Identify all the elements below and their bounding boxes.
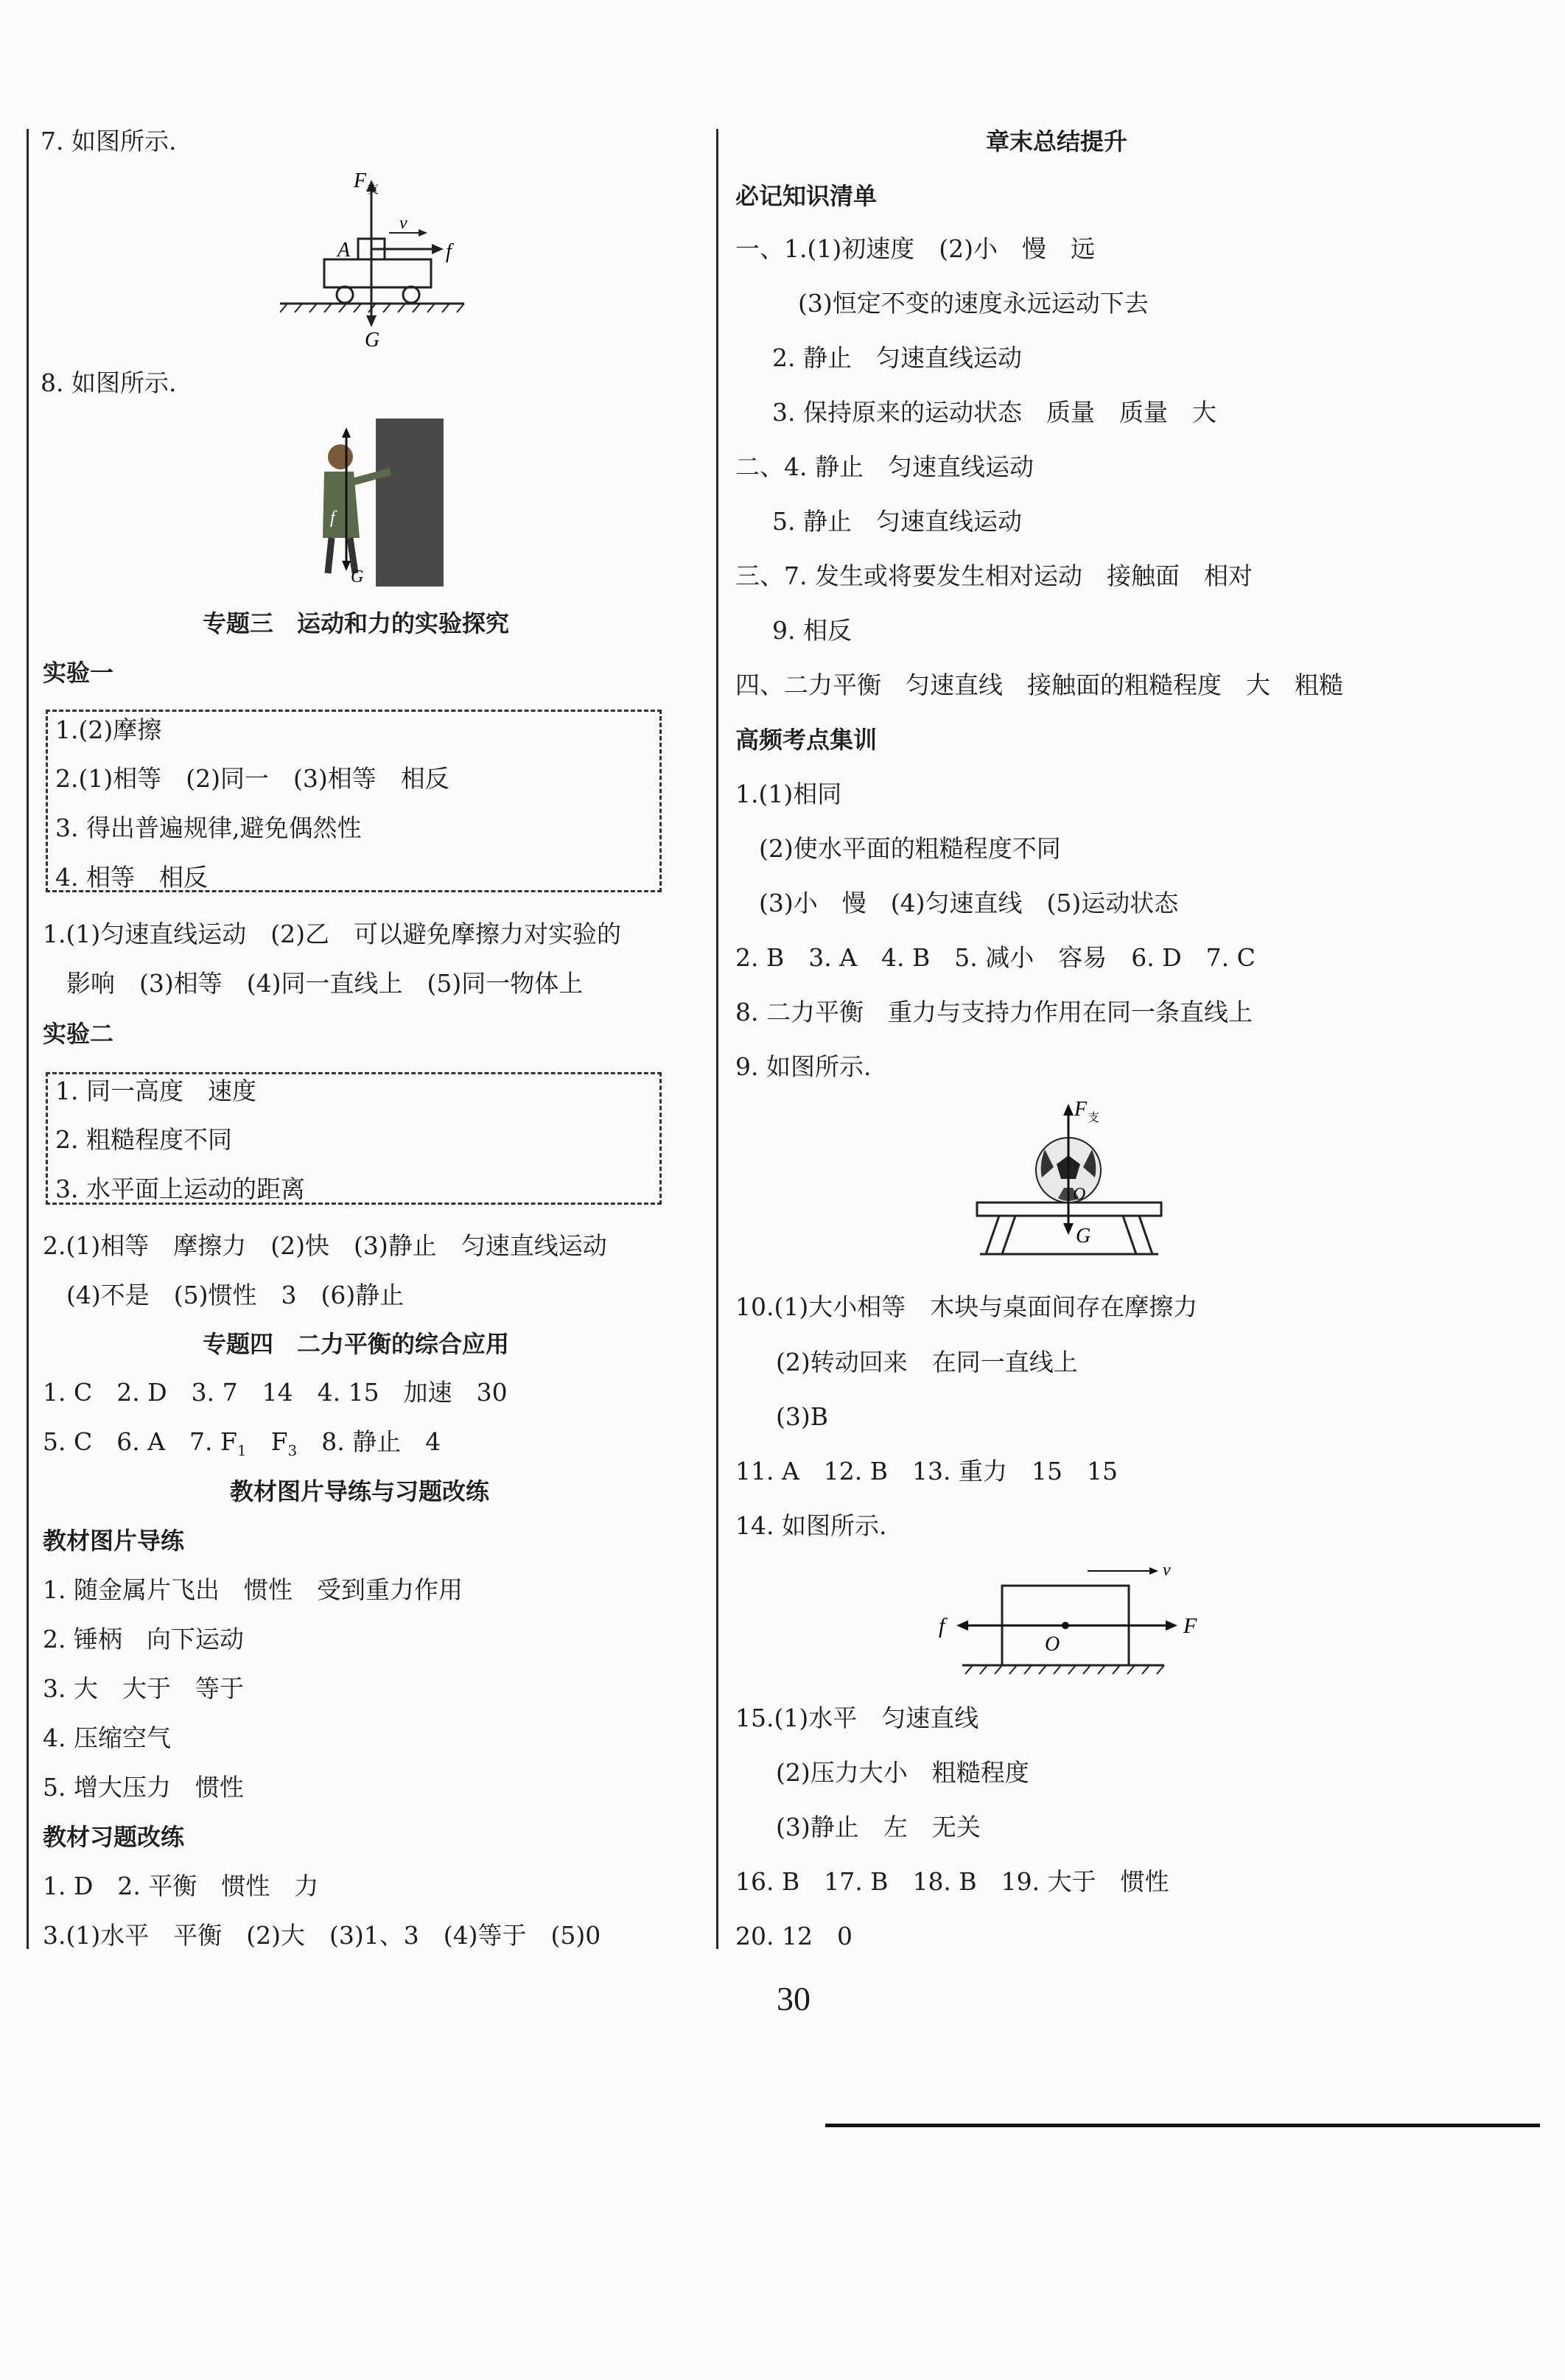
topic4-ans2-sub1: 1 [237, 1441, 247, 1460]
must-line-1: 一、1.(1)初速度 (2)小 慢 远 [735, 234, 1095, 263]
high-line-5: 8. 二力平衡 重力与支持力作用在同一条直线上 [735, 998, 1253, 1026]
fig14-label-v: v [1163, 1561, 1171, 1580]
high2-line-4: 11. A 12. B 13. 重力 15 15 [735, 1457, 1118, 1485]
fig9-label-F-sub: 支 [1088, 1110, 1100, 1124]
must-title: 必记知识清单 [735, 182, 878, 210]
page-number: 30 [777, 1980, 810, 2017]
high-title: 高频考点集训 [735, 726, 878, 754]
fig7-cart-body [324, 259, 431, 287]
fig7-wheel-left [337, 287, 353, 303]
exp1-box-line-4: 4. 相等 相反 [55, 863, 208, 892]
must-line-7: 三、7. 发生或将要发生相对运动 接触面 相对 [735, 561, 1253, 590]
pic-guide-line-2: 2. 锤柄 向下运动 [43, 1625, 244, 1653]
fig8-leg-left [328, 538, 332, 573]
chapter-title: 章末总结提升 [986, 127, 1128, 155]
fig9-label-G: G [1076, 1225, 1091, 1247]
fig14-ground-hatch [965, 1665, 1164, 1674]
fig7-friction-arrowhead [432, 244, 444, 254]
exp1-box-line-3: 3. 得出普遍规律,避免偶然性 [55, 813, 362, 842]
exp1-box-line-2: 2.(1)相等 (2)同一 (3)相等 相反 [55, 764, 449, 793]
exercise-line-1: 1. D 2. 平衡 惯性 力 [43, 1872, 319, 1900]
high3-line-4: 16. B 17. B 18. B 19. 大于 惯性 [735, 1867, 1169, 1896]
high-line-4: 2. B 3. A 4. B 5. 减小 容易 6. D 7. C [735, 943, 1256, 972]
fig14-label-f: f [939, 1614, 945, 1638]
topic4-ans2-post: 8. 静止 4 [297, 1427, 441, 1456]
fig7-velocity-arrowhead [419, 229, 427, 237]
high3-line-5: 20. 12 0 [735, 1922, 852, 1950]
high2-line-3: (3)B [776, 1402, 828, 1431]
must-line-8: 9. 相反 [772, 616, 852, 645]
bottom-rule [825, 2124, 1540, 2127]
pic-guide-line-3: 3. 大 大于 等于 [43, 1674, 244, 1703]
must-line-5: 二、4. 静止 匀速直线运动 [735, 452, 1034, 481]
q8-label: 8. 如图所示. [41, 368, 177, 397]
figure-14-block-forces [936, 1547, 1208, 1687]
topic4-title: 专题四 二力平衡的综合应用 [203, 1330, 510, 1358]
high-line-6: 9. 如图所示. [735, 1052, 872, 1081]
fig8-gravity-arrowhead [342, 561, 351, 571]
high3-line-2: (2)压力大小 粗糙程度 [776, 1758, 1029, 1787]
fig7-label-A: A [337, 239, 351, 262]
fig8-label-F: F [351, 423, 362, 442]
exp1-box-line-1: 1.(2)摩擦 [55, 715, 162, 744]
exp2-title: 实验二 [43, 1020, 114, 1048]
fig14-label-F: F [1183, 1614, 1197, 1638]
fig14-force-arrowhead [1166, 1620, 1177, 1631]
exp2-answer-line-2: (4)不是 (5)惯性 3 (6)静止 [66, 1281, 405, 1309]
fig9-label-O: O [1073, 1185, 1086, 1204]
fig7-label-f: f [446, 240, 452, 263]
high3-line-1: 15.(1)水平 匀速直线 [735, 1704, 979, 1732]
exp1-answer-line-2: 影响 (3)相等 (4)同一直线上 (5)同一物体上 [66, 969, 584, 998]
pic-guide-line-4: 4. 压缩空气 [43, 1723, 171, 1752]
fig14-friction-arrowhead [956, 1620, 968, 1631]
must-line-4: 3. 保持原来的运动状态 质量 质量 大 [772, 398, 1216, 427]
exercise-title: 教材习题改练 [43, 1823, 185, 1851]
exp2-box-line-1: 1. 同一高度 速度 [55, 1077, 256, 1105]
fig7-gravity-arrowhead [366, 315, 377, 327]
fig8-label-G: G [351, 567, 364, 587]
fig8-head [328, 444, 353, 469]
fig9-support-arrowhead [1063, 1104, 1074, 1116]
must-line-3: 2. 静止 匀速直线运动 [772, 343, 1022, 372]
topic4-ans2-mid: F [246, 1427, 288, 1456]
figure-8-person-wall [309, 413, 449, 589]
topic4-ans2-pre: 5. C 6. A 7. F [43, 1427, 237, 1456]
must-line-9: 四、二力平衡 匀速直线 接触面的粗糙程度 大 粗糙 [735, 671, 1343, 699]
fig9-bench-leg-right [1123, 1216, 1152, 1254]
fig9-label-F: F [1074, 1098, 1088, 1121]
high2-line-1: 10.(1)大小相等 木块与桌面间存在摩擦力 [735, 1292, 1198, 1321]
high2-line-2: (2)转动回来 在同一直线上 [776, 1348, 1078, 1376]
fig8-label-f: f [330, 508, 335, 528]
pic-guide-title: 教材图片导练 [43, 1527, 185, 1555]
high-line-3: (3)小 慢 (4)匀速直线 (5)运动状态 [759, 889, 1179, 917]
fig14-label-O: O [1045, 1633, 1060, 1656]
topic4-ans2-sub2: 3 [287, 1441, 298, 1460]
exp2-box-line-2: 2. 粗糙程度不同 [55, 1125, 232, 1154]
fig14-velocity-arrowhead [1149, 1567, 1158, 1575]
column-divider [716, 129, 718, 1949]
fig9-bench-leg-left [986, 1216, 1015, 1254]
exp1-title: 实验一 [43, 659, 114, 687]
topic4-answer-line-1: 1. C 2. D 3. 7 14 4. 15 加速 30 [43, 1378, 508, 1407]
high-line-1: 1.(1)相同 [735, 780, 842, 808]
left-margin-rule [27, 129, 29, 1949]
high-line-2: (2)使水平面的粗糙程度不同 [759, 834, 1061, 863]
topic4-answer-line-2 [43, 1427, 441, 1466]
fig7-label-G: G [365, 329, 380, 351]
fig8-friction-arrowhead [342, 427, 351, 438]
pic-guide-line-5: 5. 增大压力 惯性 [43, 1773, 244, 1802]
q7-label: 7. 如图所示. [41, 127, 177, 155]
fig7-label-F-sub: 支 [367, 182, 379, 196]
fig7-label-v: v [399, 214, 407, 233]
fig7-label-F: F [354, 171, 367, 192]
pic-guide-line-1: 1. 随金属片飞出 惯性 受到重力作用 [43, 1575, 463, 1604]
high2-line-5: 14. 如图所示. [735, 1511, 887, 1540]
fig8-wall [376, 419, 444, 587]
figure-7-cart-forces [280, 171, 479, 355]
fig9-gravity-arrowhead [1063, 1223, 1074, 1235]
exp2-answer-line-1: 2.(1)相等 摩擦力 (2)快 (3)静止 匀速直线运动 [43, 1231, 607, 1260]
must-line-6: 5. 静止 匀速直线运动 [772, 507, 1022, 536]
high3-line-3: (3)静止 左 无关 [776, 1813, 981, 1841]
must-line-2: (3)恒定不变的速度永远运动下去 [798, 289, 1149, 318]
topic3-title: 专题三 运动和力的实验探究 [203, 609, 510, 637]
exercise-line-2: 3.(1)水平 平衡 (2)大 (3)1、3 (4)等于 (5)0 [43, 1921, 601, 1950]
textbook-title: 教材图片导练与习题改练 [230, 1477, 490, 1505]
fig7-wheel-right [403, 287, 419, 303]
exp2-box-line-3: 3. 水平面上运动的距离 [55, 1175, 305, 1203]
figure-9-ball-bench [965, 1091, 1172, 1267]
exp1-answer-line-1: 1.(1)匀速直线运动 (2)乙 可以避免摩擦力对实验的 [43, 920, 621, 948]
